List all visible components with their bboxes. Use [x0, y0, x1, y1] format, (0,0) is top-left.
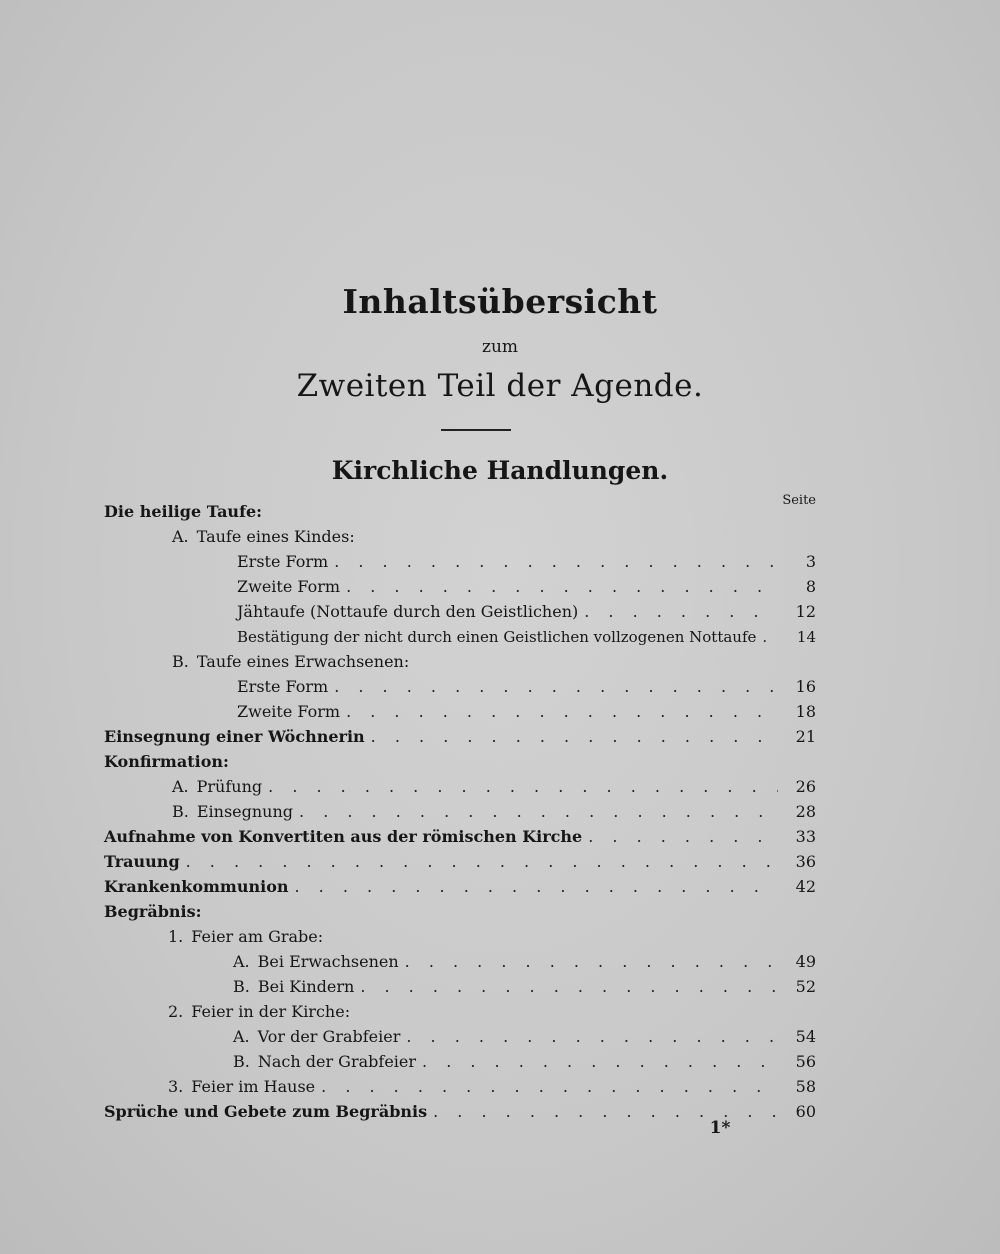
leader-dots	[334, 677, 778, 697]
toc-entry-label: Nach der Grabfeier	[257, 1052, 417, 1071]
toc-entry-page: 36	[795, 852, 816, 871]
toc-entry-label: Erste Form	[237, 552, 329, 571]
toc-entry	[237, 598, 816, 622]
toc-entry	[172, 798, 816, 822]
toc-entry	[233, 973, 816, 997]
toc-entry-label: Prüfung	[196, 777, 263, 796]
toc-entry	[237, 548, 816, 572]
toc-entry	[172, 523, 816, 547]
toc-entry	[104, 823, 816, 847]
toc-entry	[233, 1023, 816, 1047]
toc-entry-label: Erste Form	[237, 677, 329, 696]
toc-entry-page: 18	[795, 702, 816, 721]
toc-entry-page: 58	[795, 1077, 816, 1096]
toc-entry-page: 52	[795, 977, 816, 996]
toc-entry-label: Jähtaufe (Nottaufe durch den Geistlichen)	[237, 602, 579, 621]
toc-entry-number: A.	[172, 527, 189, 546]
toc-entry-page: 56	[795, 1052, 816, 1071]
signature-mark: 1*	[709, 1118, 731, 1138]
toc-entry	[233, 1048, 816, 1072]
leader-dots	[422, 1052, 778, 1072]
toc-entry-label: Die heilige Taufe:	[104, 502, 263, 521]
toc-entry	[237, 573, 816, 597]
leader-dots	[405, 952, 778, 972]
toc-entry	[172, 773, 816, 797]
page-column-header: Seite	[782, 493, 816, 508]
toc-entry	[237, 673, 816, 697]
title-connector: zum	[481, 337, 519, 357]
toc-entry-page: 8	[805, 577, 816, 596]
leader-dots	[360, 977, 778, 997]
toc-entry-number: 1.	[168, 927, 184, 946]
title-divider	[441, 429, 511, 431]
toc-entry	[104, 898, 816, 922]
toc-entry-number: A.	[172, 777, 189, 796]
toc-entry-page: 14	[796, 628, 816, 646]
leader-dots	[321, 1077, 778, 1097]
toc-entry	[104, 498, 816, 522]
leader-dots	[346, 577, 778, 597]
toc-entry-label: Bei Erwachsenen	[257, 952, 399, 971]
toc-entry-page: 54	[795, 1027, 816, 1046]
leader-dots	[406, 1027, 778, 1047]
leader-dots	[299, 802, 778, 822]
toc-entry	[168, 1073, 816, 1097]
toc-entry-label: Einsegnung einer Wöchnerin	[104, 727, 365, 746]
toc-entry	[237, 698, 816, 722]
toc-entry	[172, 648, 816, 672]
toc-entry-label: Feier in der Kirche:	[191, 1002, 351, 1021]
section-heading: Kirchliche Handlungen.	[331, 456, 669, 485]
page-title: Inhaltsübersicht	[342, 282, 658, 321]
toc-entry	[237, 623, 816, 647]
toc-entry-number: B.	[172, 652, 189, 671]
leader-dots	[762, 627, 778, 647]
toc-entry-page: 12	[795, 602, 816, 621]
toc-entry-number: A.	[233, 1027, 250, 1046]
leader-dots	[186, 852, 778, 872]
leader-dots	[588, 827, 778, 847]
toc-entry-page: 21	[795, 727, 816, 746]
toc-entry	[104, 873, 816, 897]
leader-dots	[371, 727, 778, 747]
toc-entry	[104, 723, 816, 747]
leader-dots	[334, 552, 778, 572]
leader-dots	[268, 777, 778, 797]
toc-entry-page: 16	[795, 677, 816, 696]
leader-dots	[295, 877, 779, 897]
toc-entry-number: B.	[172, 802, 189, 821]
toc-entry-label: Zweite Form	[237, 577, 341, 596]
toc-entry-number: 3.	[168, 1077, 184, 1096]
toc-entry-label: Begräbnis:	[104, 902, 202, 921]
toc-entry-number: A.	[233, 952, 250, 971]
leader-dots	[346, 702, 778, 722]
toc-entry	[168, 923, 816, 947]
toc-entry-label: Feier am Grabe:	[191, 927, 324, 946]
toc-entry-label: Einsegnung	[196, 802, 294, 821]
toc-entry-label: Taufe eines Erwachsenen:	[196, 652, 410, 671]
toc-entry-label: Feier im Hause	[191, 1077, 316, 1096]
toc-entry-number: B.	[233, 977, 250, 996]
page-subtitle: Zweiten Teil der Agende.	[296, 368, 704, 404]
toc-entry-page: 3	[805, 552, 816, 571]
toc-entry	[104, 848, 816, 872]
toc-entry-label: Bestätigung der nicht durch einen Geistlichen vollzogenen Nottaufe	[237, 628, 757, 646]
toc-entry-page: 49	[795, 952, 816, 971]
toc-entry-label: Krankenkommunion	[104, 877, 289, 896]
toc-entry-page: 33	[795, 827, 816, 846]
toc-entry-number: B.	[233, 1052, 250, 1071]
toc-entry-number: 2.	[168, 1002, 184, 1021]
toc-entry-label: Aufnahme von Konvertiten aus der römischen Kirche	[104, 827, 583, 846]
toc-entry	[104, 748, 816, 772]
toc-entry-label: Bei Kindern	[257, 977, 355, 996]
leader-dots	[584, 602, 778, 622]
toc-entry-page: 42	[795, 877, 816, 896]
toc-entry	[233, 948, 816, 972]
toc-entry-page: 28	[795, 802, 816, 821]
toc-entry-label: Taufe eines Kindes:	[196, 527, 355, 546]
toc-entry-label: Vor der Grabfeier	[257, 1027, 401, 1046]
toc-entry-label: Konfirmation:	[104, 752, 229, 771]
toc-entry-label: Zweite Form	[237, 702, 341, 721]
toc-entry-page: 26	[795, 777, 816, 796]
toc-entry-page: 60	[795, 1102, 816, 1121]
toc-entry-label: Sprüche und Gebete zum Begräbnis	[104, 1102, 428, 1121]
toc-entry-label: Trauung	[104, 852, 180, 871]
toc-entry	[168, 998, 816, 1022]
